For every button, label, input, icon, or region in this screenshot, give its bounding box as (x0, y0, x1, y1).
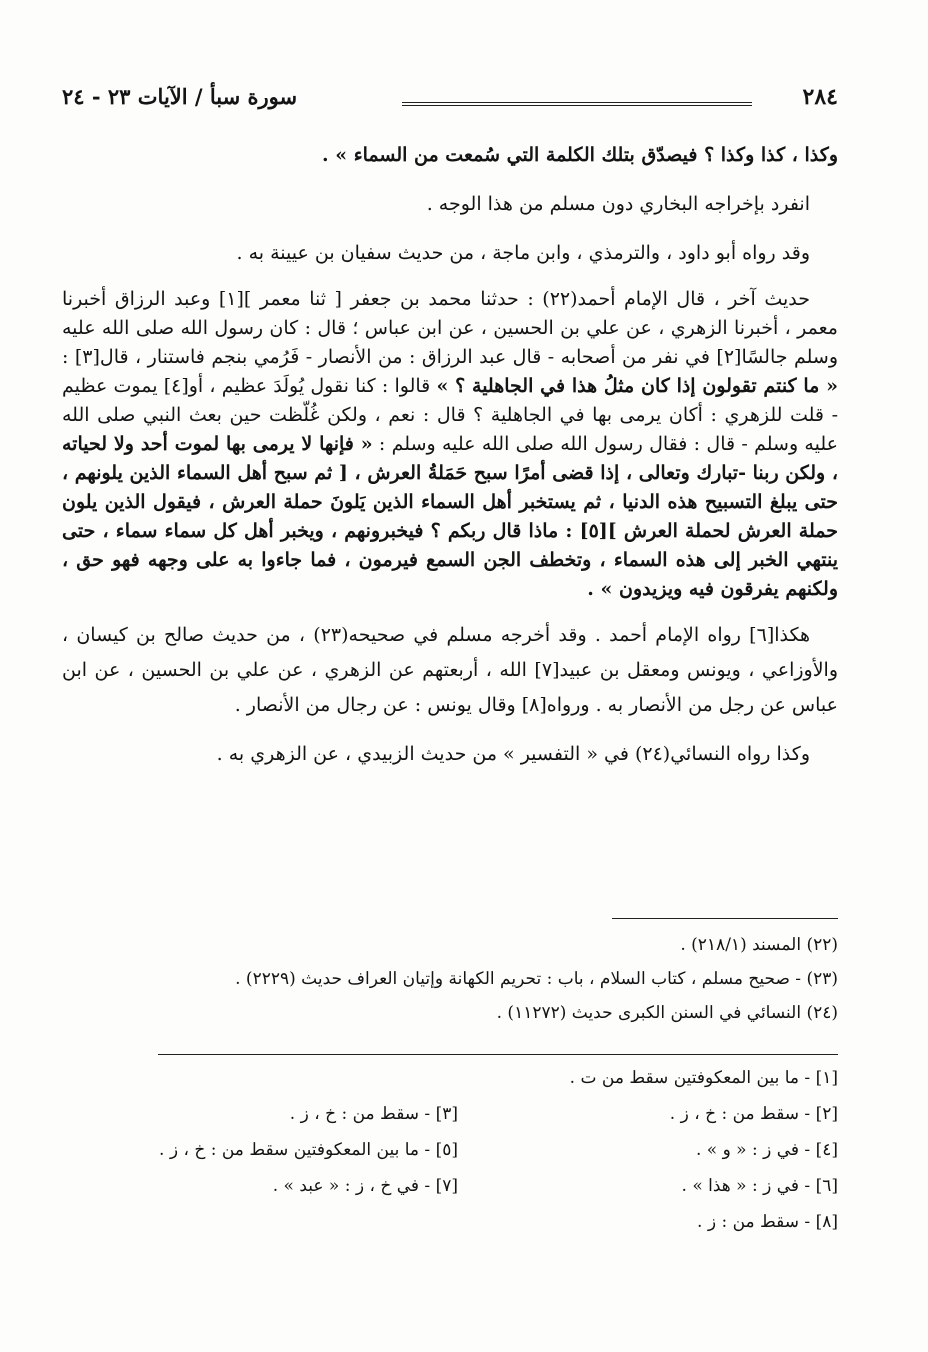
variant-2: [٢] - سقط من : خ ، ز . (669, 1104, 838, 1124)
paragraph-nasai-note: وكذا رواه النسائي(٢٤) في « التفسير » من حديث الزبيدي ، عن الزهري به . (216, 743, 810, 765)
variant-5: [٥] - ما بين المعكوفتين سقط من : خ ، ز . (159, 1140, 458, 1160)
hadith-quote-1: « ما كنتم تقولون إذا كان مثلُ هذا في الجاهلية ؟ » (436, 375, 839, 397)
paragraph-ahmad-hadith (62, 285, 838, 604)
paragraph-bukhari-note: انفرد بإخراجه البخاري دون مسلم من هذا الوجه . (426, 193, 810, 215)
footnote-24: (٢٤) النسائي في السنن الكبرى حديث (١١٢٧٢) . (496, 1003, 838, 1023)
page-number: ٢٨٤ (802, 84, 838, 110)
page-header (62, 84, 838, 118)
variant-row (78, 1204, 838, 1240)
hadith-quote-2: « فإنها لا يرمى بها لموت أحد ولا لحياته ، ولكن ربنا -تبارك وتعالى ، إذا قضى أمرًا سبح حَمَلةُ العرش ، [ ثم سبح أهل السماء الذين يلونهم ، حتى يبلغ التسبيح هذه الدنيا ، ثم يستخبر أهل السماء الذين يَلونَ حملة العرش ، فيقول الذين يلون حملة العرش لحملة العرش ][٥] : ماذا قال ربكم ؟ فيخبرونهم ، ويخبر أهل كل سماء سماء ، حتى ينتهي الخبر إلى هذه السماء ، وتخطف الجن السمع فيرمون ، فما جاءوا به على وجهه فهو حق ، ولكنهم يفرقون فيه ويزيدون » . (62, 433, 838, 600)
variant-7: [٧] - في خ ، ز : « عبد » . (272, 1176, 458, 1196)
variant-row (78, 1096, 838, 1132)
manuscript-variants (78, 1060, 838, 1240)
variant-row (78, 1132, 838, 1168)
variant-6: [٦] - في ز : « هذا » . (681, 1176, 838, 1196)
paragraph-muslim-note: هكذا[٦] رواه الإمام أحمد . وقد أخرجه مسلم في صحيحه(٢٣) ، من حديث صالح بن كيسان ، والأوزاعي ، ويونس ومعقل بن عبيد[٧] الله ، أربعتهم عن الزهري ، عن علي بن الحسين ، عن ابن عباس عن رجل من الأنصار به . ورواه[٨] وقال يونس : عن رجال من الأنصار . (62, 624, 838, 716)
variant-3: [٣] - سقط من : خ ، ز . (289, 1104, 458, 1124)
paragraph-other-narrations: وقد رواه أبو داود ، والترمذي ، وابن ماجة ، من حديث سفيان بن عيينة به . (236, 242, 810, 264)
narration-chain: حديث آخر ، قال الإمام أحمد(٢٢) : حدثنا محمد بن جعفر [ ثنا معمر ][١] وعبد الرزاق أخبرنا معمر ، أخبرنا الزهري ، عن علي بن الحسين ، عن ابن عباس ؛ قال : كان رسول الله صلى الله عليه وسلم جالسًا[٢] في نفر من أصحابه - قال عبد الرزاق : من الأنصار - فَرُمي بنجم فاستنار ، قال[٣] : (62, 288, 838, 368)
variant-4: [٤] - في ز : « و » . (695, 1140, 838, 1160)
variant-row (78, 1060, 838, 1096)
header-rule (402, 102, 752, 106)
footnote-22: (٢٢) المسند (٢١٨/١) . (680, 935, 838, 955)
footnote-divider (612, 918, 838, 919)
narration-continuation: قالوا : كنا نقول يُولَدَ عظيم ، أو[٤] يموت عظيم - قلت للزهري : أكان يرمى بها في الجاهلية ؟ قال : نعم ، ولكن غُلّظت حين بعث النبي صلى الله عليه وسلم - قال : فقال رسول الله صلى الله عليه وسلم : (62, 375, 838, 455)
main-text (62, 138, 838, 786)
variants-divider (158, 1054, 838, 1055)
variant-1: [١] - ما بين المعكوفتين سقط من ت . (569, 1068, 838, 1088)
footnotes (148, 928, 838, 1030)
running-title: سورة سبأ / الآيات ٢٣ - ٢٤ (62, 84, 298, 109)
footnote-23: (٢٣) - صحيح مسلم ، كتاب السلام ، باب : تحريم الكهانة وإتيان العراف حديث (٢٢٢٩) . (235, 969, 838, 989)
variant-row (78, 1168, 838, 1204)
paragraph-hadith-end: وكذا ، كذا وكذا ؟ فيصدّق بتلك الكلمة التي سُمعت من السماء » . (321, 144, 838, 166)
variant-8: [٨] - سقط من : ز . (697, 1212, 838, 1232)
